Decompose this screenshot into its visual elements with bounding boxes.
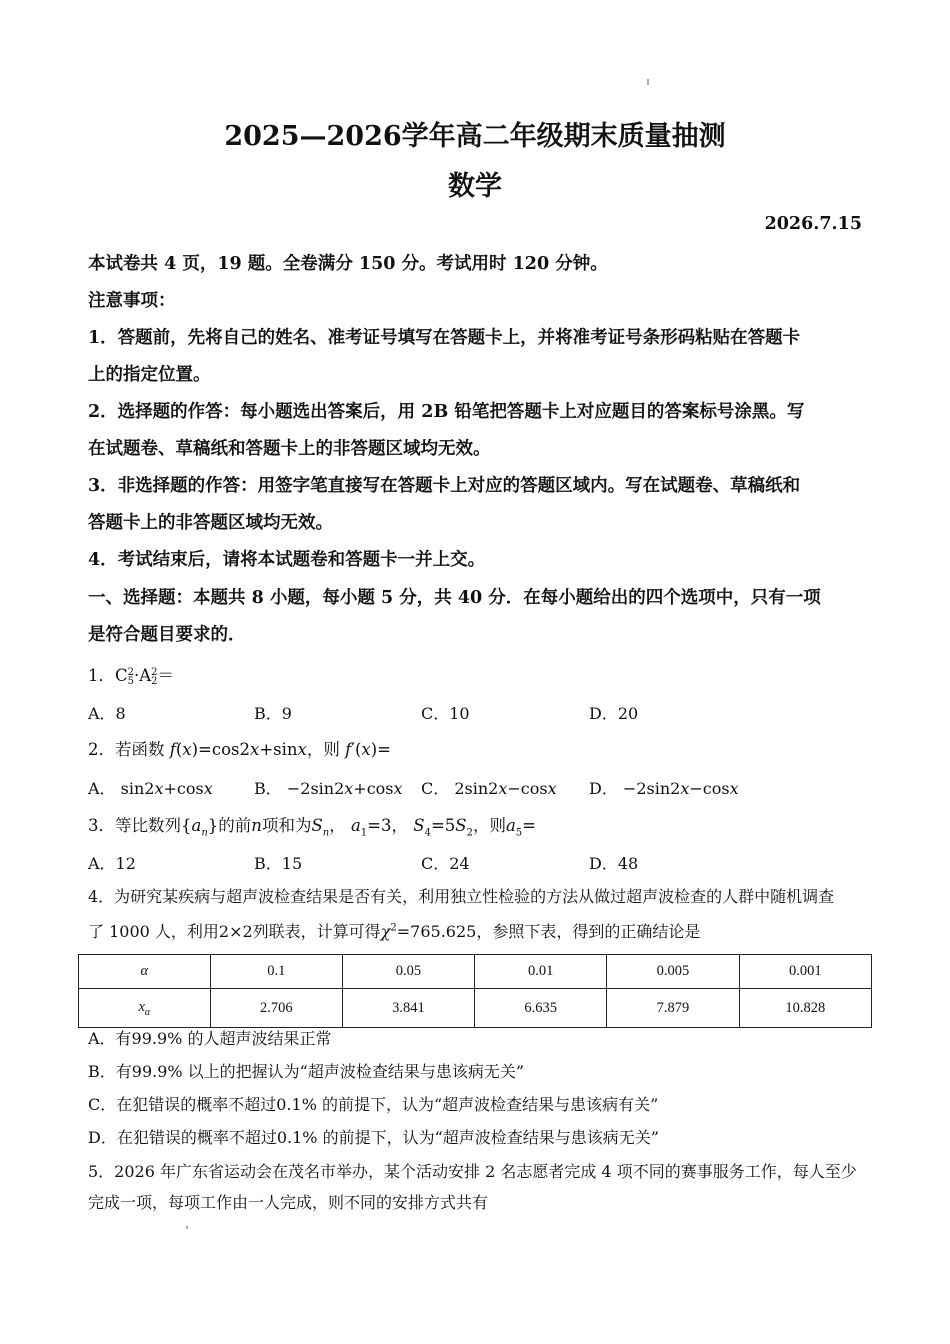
table-row [79, 989, 872, 1028]
table-cell: 0.1 [210, 955, 342, 989]
q1-option-a: A．8 [88, 704, 126, 723]
q4-option-b: B．有99.9% 以上的把握认为“超声波检查结果与患该病无关” [88, 1062, 525, 1081]
note-line: 3．非选择题的作答：用签字笔直接写在答题卡上对应的答题区域内。写在试题卷、草稿纸和 [88, 476, 801, 496]
q1-option-c: C．10 [421, 704, 470, 723]
question-4-cont: 了 1000 人，利用2×2列联表，计算可得$\chi^2=765.625$，参照下表，得到的正确结论是 [88, 922, 701, 941]
question-5-cont: 完成一项，每项工作由一人完成，则不同的安排方式共有 [88, 1193, 489, 1212]
notice-heading: 注意事项： [88, 291, 176, 311]
section-heading: 一、选择题：本题共 8 小题，每小题 5 分，共 40 分．在每小题给出的四个选项中，只有一项 [88, 588, 821, 608]
table-cell: 7.879 [607, 989, 739, 1028]
note-line: 在试题卷、草稿纸和答题卡上的非答题区域均无效。 [88, 439, 491, 459]
exam-subject: 数学 [448, 171, 502, 202]
q3-option-b: B．15 [254, 854, 303, 873]
table-cell: 0.001 [739, 955, 871, 989]
scan-mark [186, 1226, 188, 1229]
critical-value-table [78, 954, 872, 1028]
table-cell: 10.828 [739, 989, 871, 1028]
note-line: 上的指定位置。 [88, 365, 211, 385]
q3-option-a: A．12 [88, 854, 136, 873]
alpha-header: α [79, 955, 211, 989]
question-5: 5．2026 年广东省运动会在茂名市举办，某个活动安排 2 名志愿者完成 4 项不同的赛事服务工作，每人至少 [88, 1162, 857, 1181]
exam-date: 2026.7.15 [764, 214, 862, 234]
section-heading-cont: 是符合题目要求的． [88, 625, 246, 645]
table-cell: 0.01 [475, 955, 607, 989]
q2-option-b: B． −2sin2x+cosx [254, 779, 403, 798]
table-cell: 3.841 [342, 989, 474, 1028]
table-cell: 0.05 [342, 955, 474, 989]
question-4: 4．为研究某疾病与超声波检查结果是否有关，利用独立性检验的方法从做过超声波检查的人群中随机调查 [88, 887, 835, 906]
q2-option-c: C． 2sin2x−cosx [421, 779, 557, 798]
note-line: 2．选择题的作答：每小题选出答案后，用 2B 铅笔把答题卡上对应题目的答案标号涂黑。写 [88, 402, 805, 422]
q3-option-c: C．24 [421, 854, 470, 873]
q4-option-a: A．有99.9% 的人超声波结果正常 [88, 1029, 332, 1048]
q2-option-d: D． −2sin2x−cosx [589, 779, 739, 798]
q4-option-d: D．在犯错误的概率不超过0.1% 的前提下，认为“超声波检查结果与患该病无关” [88, 1128, 659, 1147]
table-row [79, 955, 872, 989]
exam-summary: 本试卷共 4 页，19 题。全卷满分 150 分。考试用时 120 分钟。 [88, 254, 608, 274]
table-cell: 0.005 [607, 955, 739, 989]
question-1: 1．C 2 5 ·A 2 2 ＝ [88, 666, 175, 687]
note-line: 1．答题前，先将自己的姓名、准考证号填写在答题卡上，并将准考证号条形码粘贴在答题卡 [88, 328, 801, 348]
q1-option-b: B．9 [254, 704, 292, 723]
q4-option-c: C．在犯错误的概率不超过0.1% 的前提下，认为“超声波检查结果与患该病有关” [88, 1095, 659, 1114]
question-2: 2．若函数 f(x)=cos2x+sinx，则 f′(x)= [88, 740, 391, 759]
q3-option-d: D．48 [589, 854, 639, 873]
q2-option-a: A． sin2x+cosx [88, 779, 213, 798]
note-line: 4．考试结束后，请将本试题卷和答题卡一并上交。 [88, 550, 486, 570]
q1-option-d: D．20 [589, 704, 639, 723]
table-cell: 2.706 [210, 989, 342, 1028]
note-line: 答题卡上的非答题区域均无效。 [88, 513, 333, 533]
table-cell: 6.635 [475, 989, 607, 1028]
question-3: 3．等比数列$\{a_n\}$的前n项和为$S_n$， $a_1=3$， $S_4=5S_2$，则$a_5=$ [88, 816, 536, 839]
x-alpha-header: $x_\alpha$ [79, 989, 211, 1028]
scan-mark [647, 79, 649, 85]
exam-title: 2025—2026学年高二年级期末质量抽测 [224, 121, 726, 152]
